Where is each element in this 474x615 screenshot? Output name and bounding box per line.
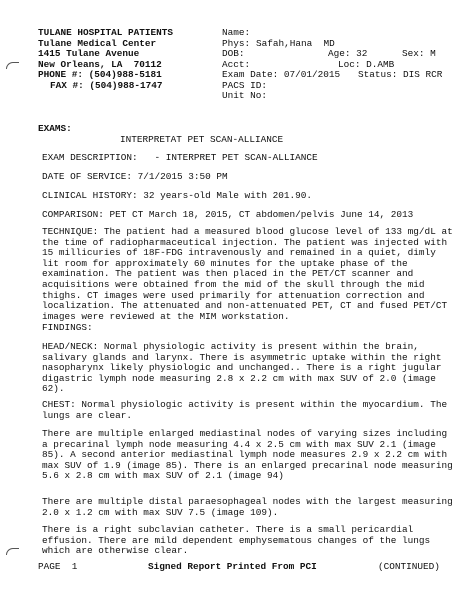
page-number: PAGE 1 <box>38 561 78 572</box>
patient-name-label: Name: <box>222 27 251 38</box>
continued-label: (CONTINUED) <box>378 561 440 572</box>
hospital-street: 1415 Tulane Avenue <box>38 48 140 59</box>
exams-label: EXAMS: <box>38 123 72 134</box>
date-of-service: DATE OF SERVICE: 7/1/2015 3:50 PM <box>42 171 228 182</box>
paraesophageal-paragraph: There are multiple distal paraesophageal nodes with the largest measuring 2.0 x 1.2 cm with max SUV 7.5 (image 109). <box>42 496 453 518</box>
hospital-city: New Orleans, LA 70112 <box>38 58 162 70</box>
unit-no: Unit No: <box>222 90 268 101</box>
margin-mark-bottom <box>6 548 19 555</box>
margin-mark-top <box>6 62 19 69</box>
subclavian-paragraph: There is a right subclavian catheter. There is a small pericardial effusion. There are mild dependent emphysematous changes of the lungs which are otherwise clear. <box>42 524 431 557</box>
head-neck-paragraph: HEAD/NECK: Normal physiologic activity is present within the brain, salivary glands and larynx. There is asymmetric uptake within the right nasopharynx likely physiologic and unchanged.. There is a right jugular digastric lymph node measuring 2.8 x 2.2 cm with max SUV of 2.0 (image 62). <box>42 341 442 395</box>
dob-label: DOB: <box>222 48 245 59</box>
hospital-center: Tulane Medical Center <box>38 37 157 49</box>
exam-name: INTERPRETAT PET SCAN-ALLIANCE <box>120 134 284 145</box>
acct-label: Acct: <box>222 58 251 70</box>
technique-paragraph: TECHNIQUE: The patient had a measured blood glucose level of 133 mg/dL at the time of radiopharmaceutical injection. The patient was injected with 15 millicuries of 18F-FDG intravenously and remained in a quiet, dimly lit room for approximately 60 minutes for the uptake phase of the examination. The patient was then placed in the PET/CT scanner and acquisitions were obtained from the mid of the skull through the mid thighs. CT images were used primarily for attenuation correction and localization. The attenuated and non-attenuated PET, CT and fused PET/CT images were reviewed at the MIM workstation. <box>42 226 453 322</box>
hospital-fax: FAX #: (504)988-1747 <box>50 79 163 91</box>
phys-label: Phys: <box>222 37 251 49</box>
exam-description: EXAM DESCRIPTION: - INTERPRET PET SCAN-ALLIANCE <box>42 152 318 163</box>
phys-value: Safah,Hana MD <box>256 37 335 49</box>
status: Status: DIS RCR <box>358 69 443 80</box>
chest-paragraph: CHEST: Normal physiologic activity is present within the myocardium. The lungs are clear. <box>42 399 448 421</box>
hospital-phone: PHONE #: (504)988-5181 <box>38 69 162 80</box>
signed-report: Signed Report Printed From PCI <box>148 561 317 572</box>
findings-label: FINDINGS: <box>42 322 93 333</box>
comparison: COMPARISON: PET CT March 18, 2015, CT abdomen/pelvis June 14, 2013 <box>42 209 414 220</box>
hospital-name: TULANE HOSPITAL PATIENTS <box>38 27 174 38</box>
location: Loc: D.AMB <box>338 58 395 70</box>
clinical-history: CLINICAL HISTORY: 32 years-old Male with 201.90. <box>42 190 313 201</box>
exam-date: Exam Date: 07/01/2015 <box>222 69 341 80</box>
mediastinal-paragraph: There are multiple enlarged mediastinal nodes of varying sizes including a precarinal lymph node measuring 4.4 x 2.5 cm with max SUV 2.1 (image 85). A second anterior mediastinal lymph node measures 2.9 x 2.2 cm with max SUV of 1.9 (image 85). There is an enlarged precarinal node measuring 5.6 x 2.8 cm with max SUV of 2.1 (image 94) <box>42 428 453 482</box>
sex: Sex: M <box>402 48 436 59</box>
age: Age: 32 <box>328 48 368 59</box>
pacs-id: PACS ID: <box>222 79 268 91</box>
